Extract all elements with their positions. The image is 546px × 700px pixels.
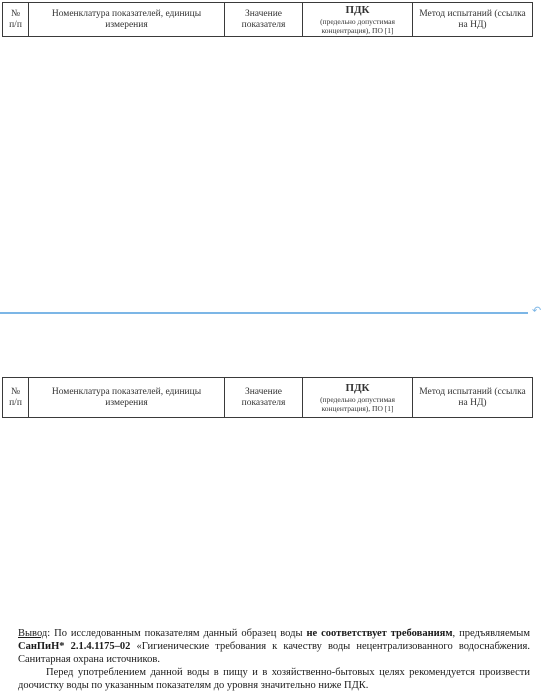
pdk-ref: [1] [384,25,394,35]
col-value-header: Значение показателя [225,3,303,37]
conclusion-label: Вывод [18,628,48,639]
conclusion-text: : По исследованным показателям данный образец воды [47,628,307,639]
conclusion-text: , предъявляемым [452,628,530,639]
pdk-title: ПДК [345,3,370,16]
col-num-header: № п/п [3,378,29,418]
conclusion-verdict: не соответствует требованиям [306,628,453,639]
col-name-header: Номенклатура показателей, единицы измерения [29,3,225,37]
col-num-header: № п/п [3,3,29,37]
col-pdk-header [303,3,413,37]
pdk-title: ПДК [345,381,370,394]
col-method-header: Метод испытаний (ссылка на НД) [413,3,533,37]
page-separator [0,312,528,314]
recommendation: Перед употреблением данной воды в пищу и в хозяйственно-бытовых целях рекомендуется произвести доочистку воды по указанным показателям до уровня значительно ниже ПДК. [18,667,530,691]
tear-mark-icon: ↶ [532,304,542,317]
pdk-ref: [1] [384,403,394,413]
col-name-header: Номенклатура показателей, единицы измерения [29,378,225,418]
results-table-2 [2,377,533,418]
conclusion [18,627,530,692]
col-value-header: Значение показателя [225,378,303,418]
sanpin-reference: СанПиН* 2.1.4.1175–02 [18,641,131,652]
col-method-header: Метод испытаний (ссылка на НД) [413,378,533,418]
pdk-subtitle: (предельно допустимая концентрация), ПО [320,394,395,413]
col-pdk-header [303,378,413,418]
results-table-1 [2,2,533,37]
conclusion-text: «Гигиенические требования к качеству воды нецентрализованного водоснабжения. Санитарная охрана источников. [18,641,530,665]
pdk-subtitle: (предельно допустимая концентрация), ПО [320,16,395,35]
